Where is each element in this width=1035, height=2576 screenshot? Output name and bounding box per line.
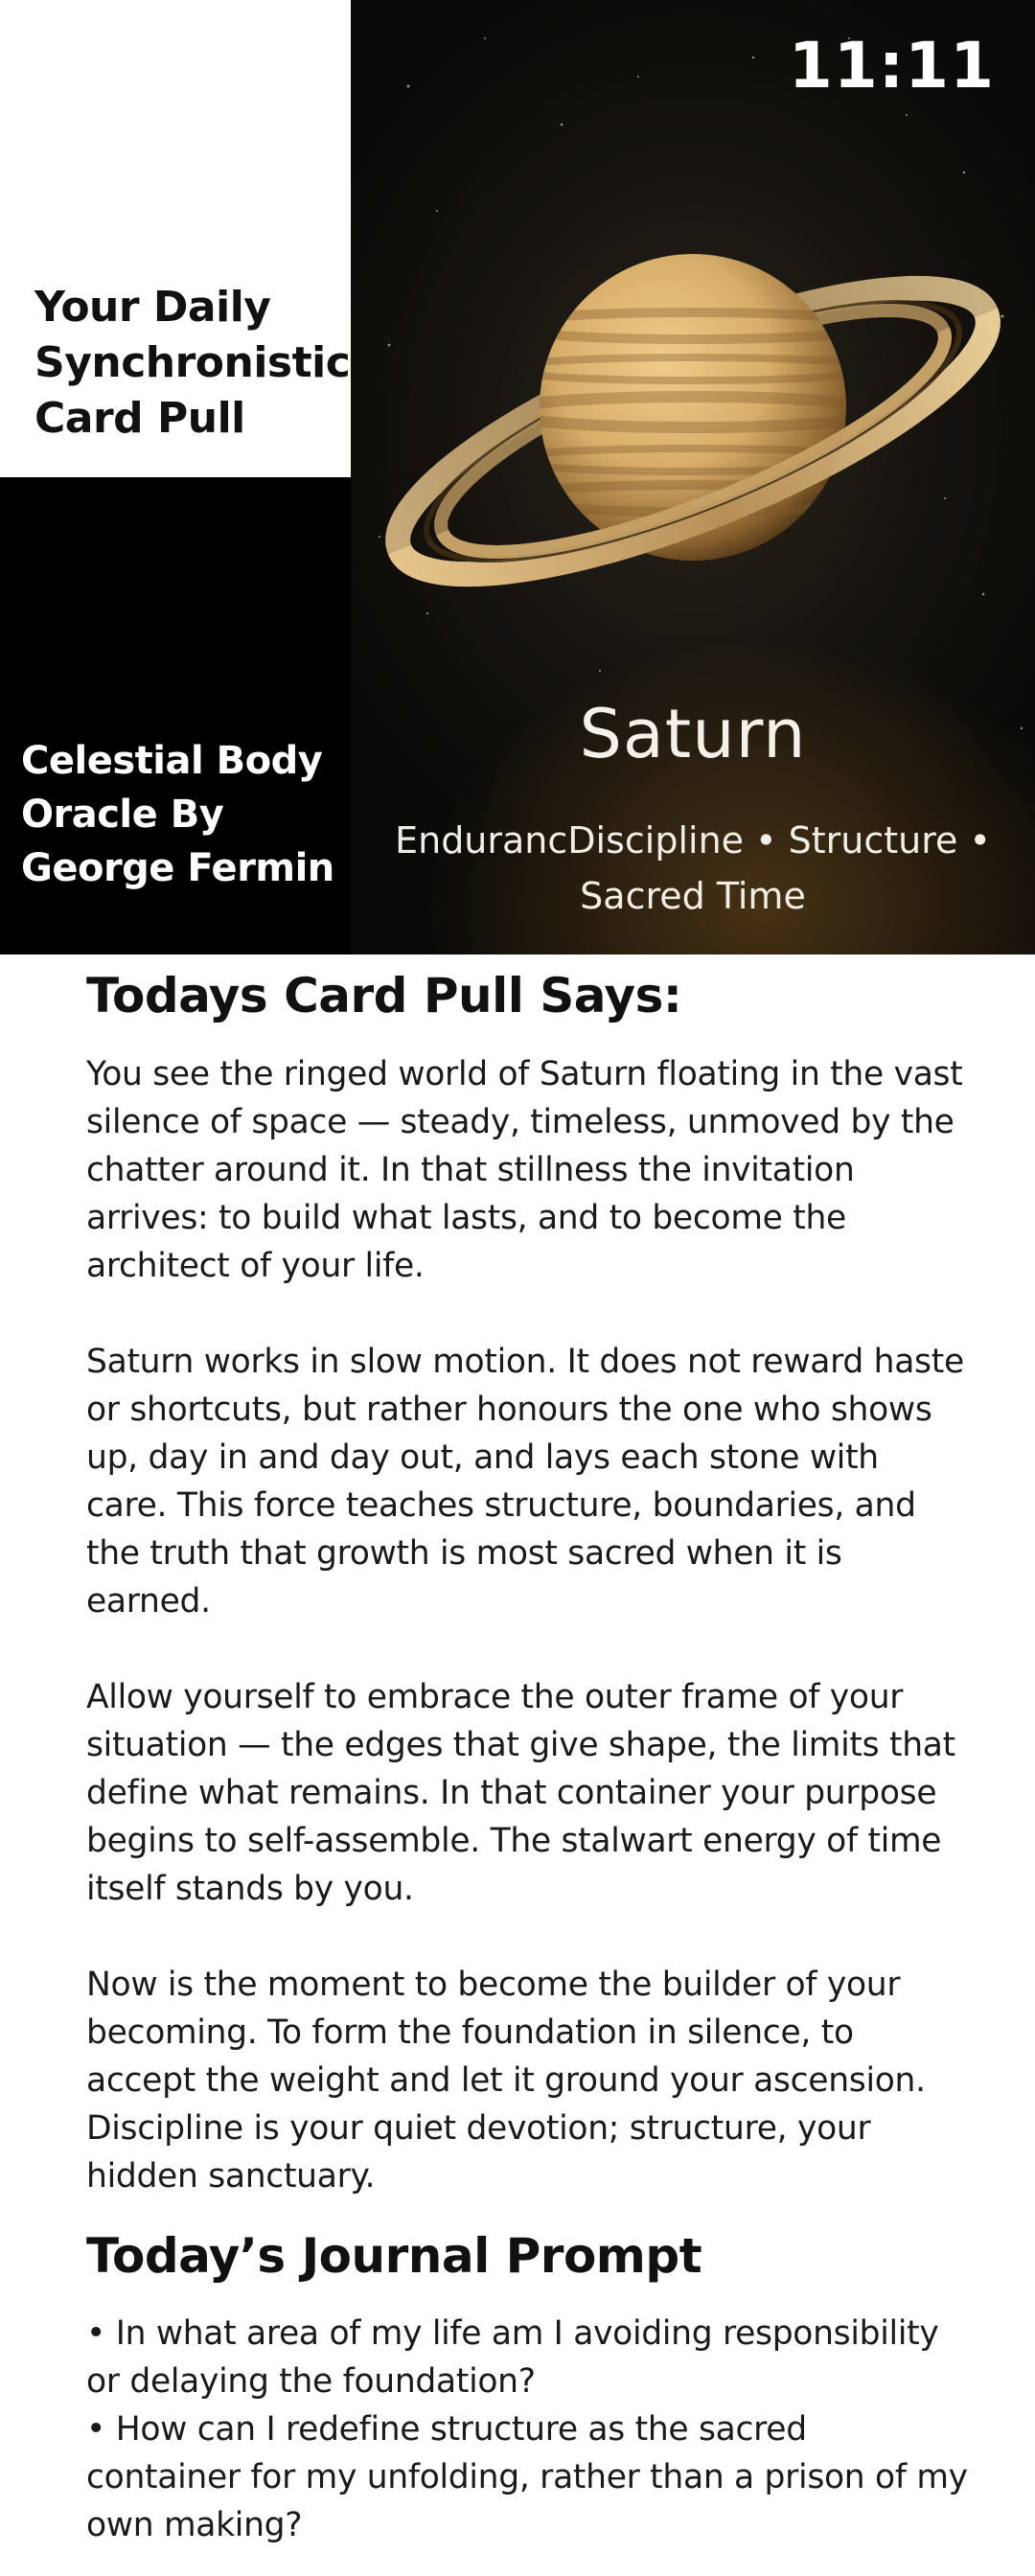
card-name: Saturn — [579, 695, 807, 773]
reading-paragraph: Allow yourself to embrace the outer frame of your situation — the edges that give shape, the limits that define what remains. In that container your purpose begins to self-assemble. The stalwart energy of time itself stands by you. — [86, 1678, 955, 1908]
oracle-card — [351, 0, 1035, 954]
reading-paragraph: You see the ringed world of Saturn floating in the vast silence of space — steady, timeless, unmoved by the chatter around it. In that stillness the invitation arrives: to build what lasts, and to become the architect of your life. — [86, 1055, 963, 1285]
oracle-credit: Celestial Body Oracle By George Fermin — [21, 739, 334, 890]
journal-prompt: • How can I redefine structure as the sacred container for my unfolding, rather than a prison of my own making? — [86, 2410, 968, 2544]
reading-paragraph: Now is the moment to become the builder of your becoming. To form the foundation in silence, to accept the weight and let it ground your ascension. Discipline is your quiet devotion; structure, your hidden sanctuary. — [86, 1966, 926, 2196]
journal-heading: Today’s Journal Prompt — [86, 2228, 702, 2284]
journal-prompt: • In what area of my life am I avoiding responsibility or delaying the foundation? — [86, 2314, 939, 2401]
saturn-illustration — [351, 0, 1035, 954]
time-display: 11:11 — [788, 29, 995, 103]
reading-body — [86, 1050, 968, 2248]
reading-paragraph: Saturn works in slow motion. It does not reward haste or shortcuts, but rather honours the one who shows up, day in and day out, and lays each stone with care. This force teaches structure, boundaries, and the truth that growth is most sacred when it is earned. — [86, 1343, 964, 1621]
card-keywords: EndurancDiscipline • Structure • Sacred Time — [395, 819, 991, 917]
journal-prompts — [86, 2310, 968, 2549]
reading-heading: Todays Card Pull Says: — [86, 968, 682, 1024]
series-title: Your Daily Synchronistic Card Pull — [34, 283, 351, 443]
